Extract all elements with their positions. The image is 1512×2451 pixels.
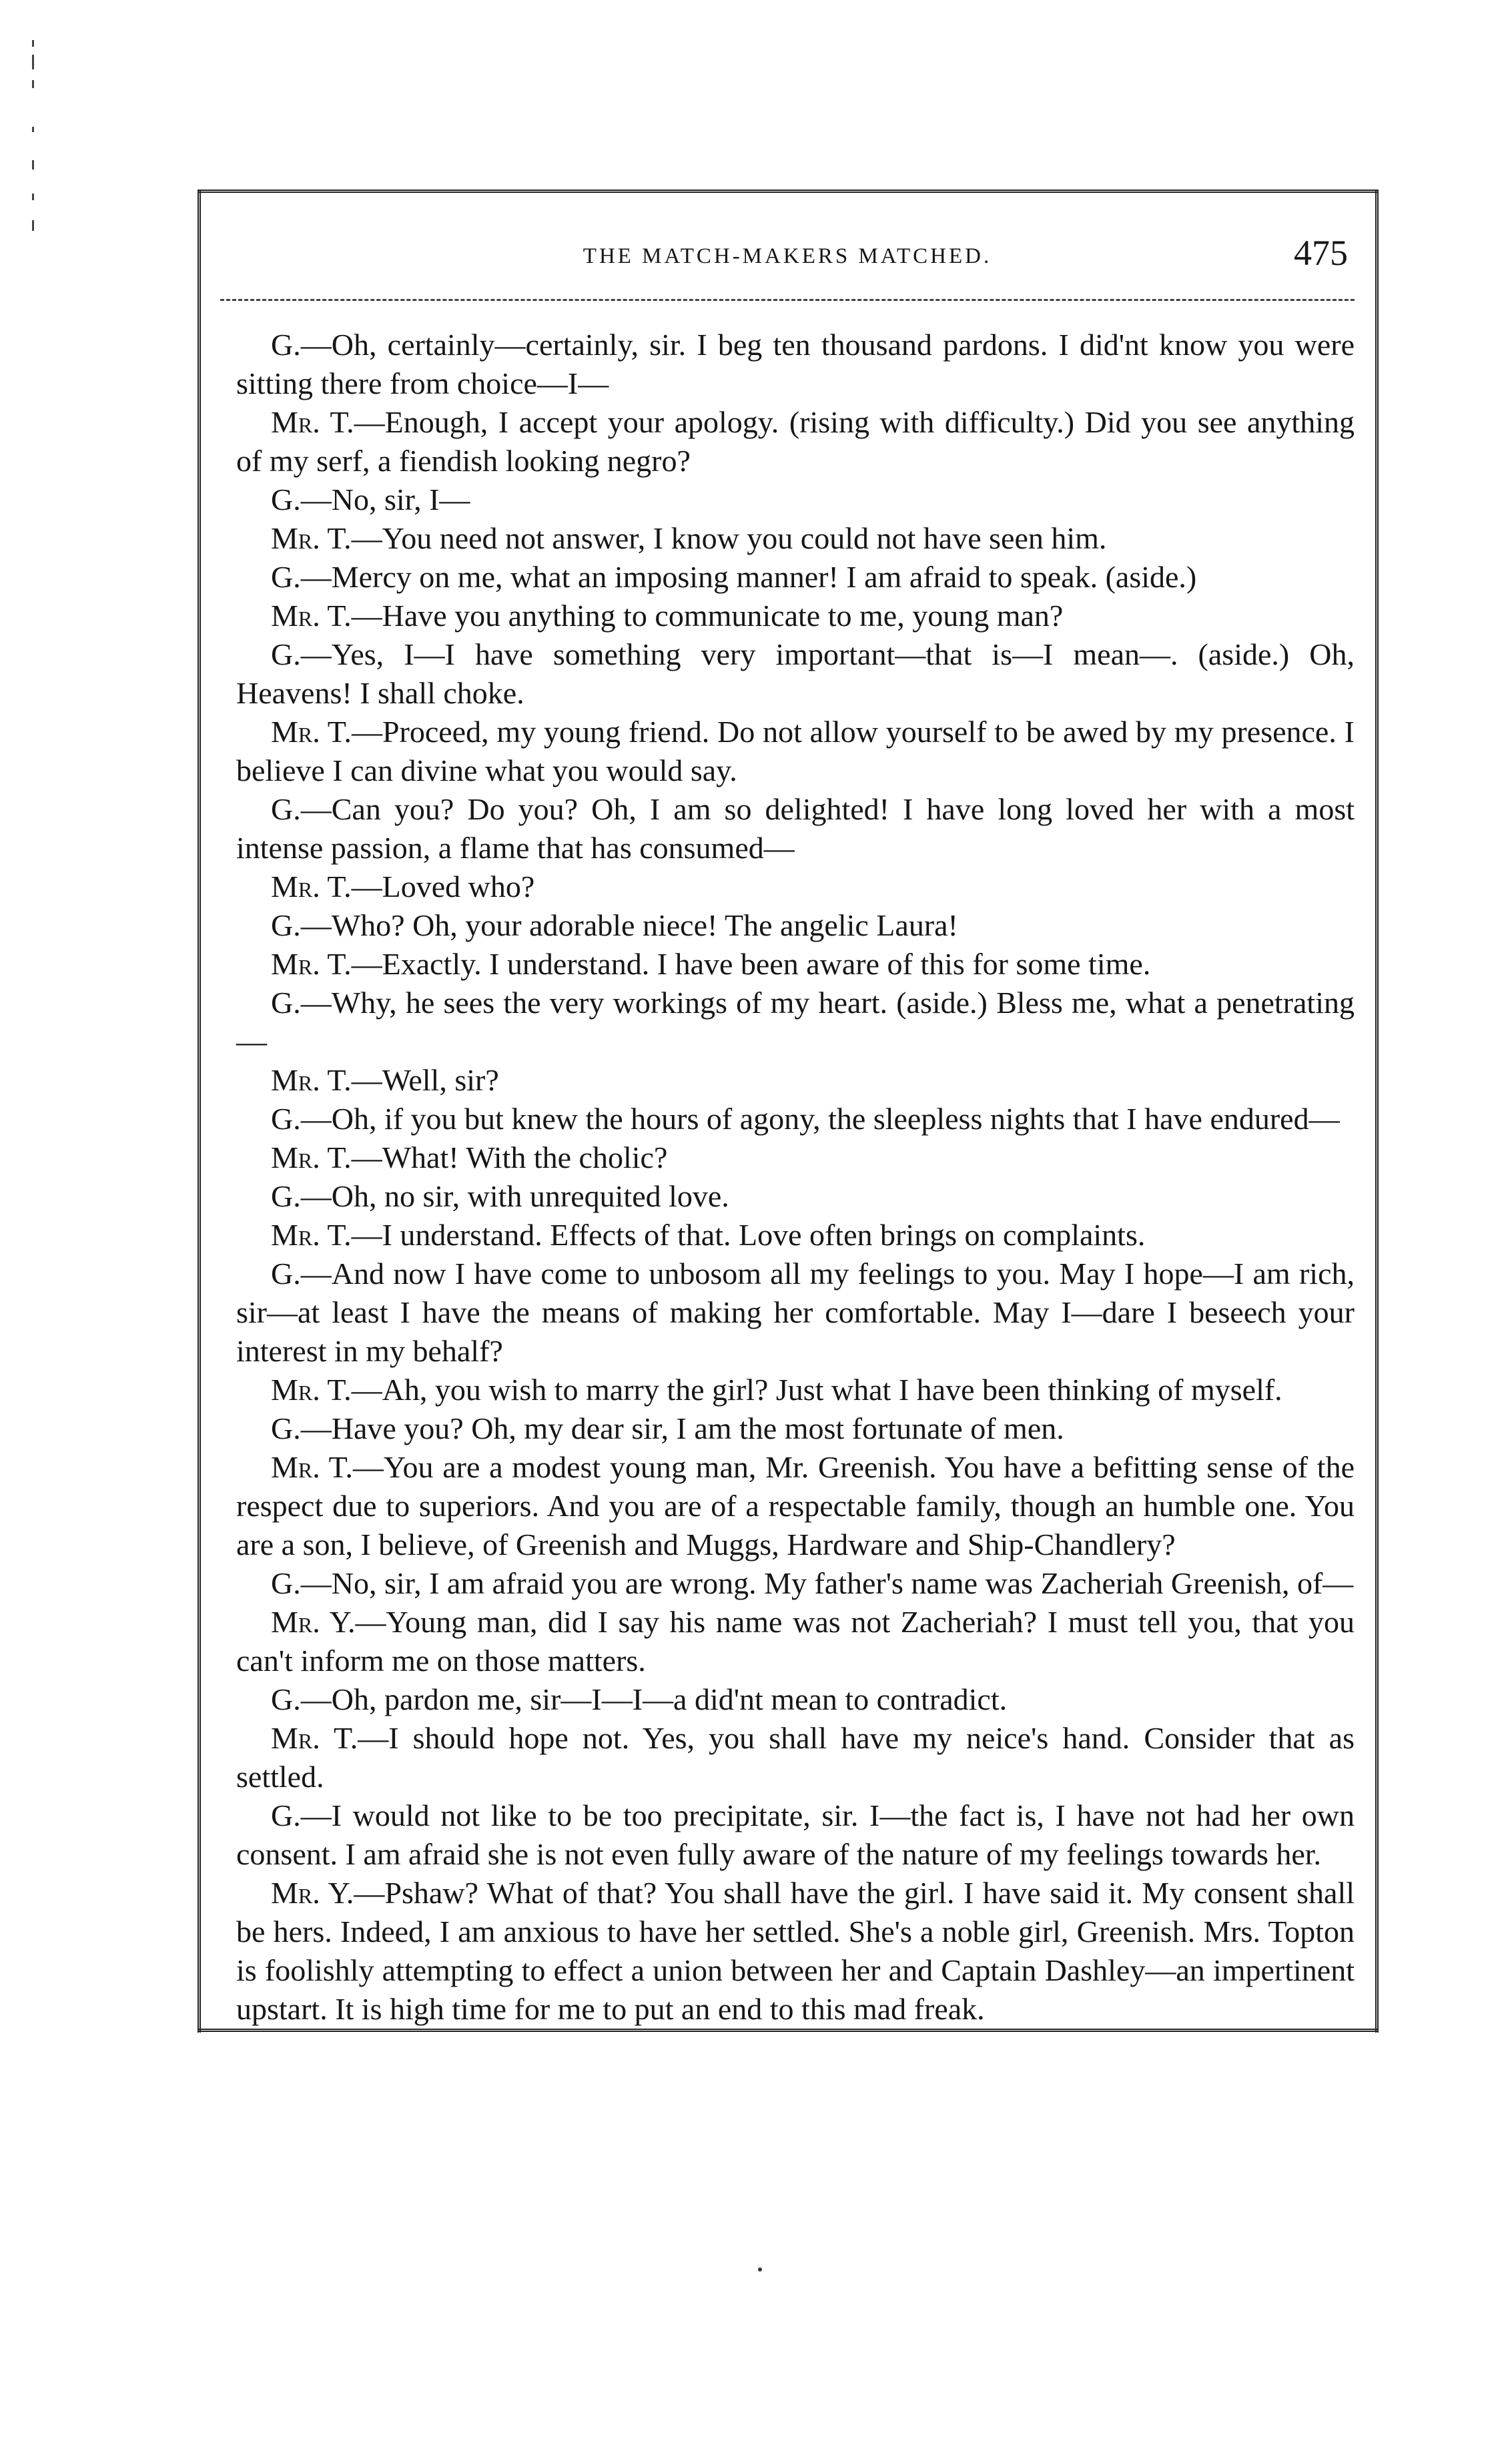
speaker-label: G.: [271, 560, 301, 594]
paragraph-text: —Oh, if you but knew the hours of agony, the sleepless nights that I have endured—: [300, 1102, 1340, 1136]
paragraph-text: —Proceed, my young friend. Do not allow yourself to be awed by my presence. I believe I can divine what you would say.: [236, 715, 1355, 787]
dialogue-paragraph: [236, 519, 1355, 558]
paragraph-text: —I understand. Effects of that. Love often brings on complaints.: [351, 1218, 1146, 1252]
speaker-label: Mr. T.: [271, 715, 352, 749]
speaker-label: Mr. T.: [271, 405, 354, 439]
paragraph-text: —Have you? Oh, my dear sir, I am the most fortunate of men.: [300, 1411, 1064, 1445]
speaker-label: Mr. T.: [271, 1140, 352, 1174]
margin-specks: [25, 40, 39, 234]
dialogue-paragraph: [236, 1371, 1355, 1409]
speaker-label: G.: [271, 1566, 301, 1600]
speaker-label: Mr. T.: [271, 1218, 352, 1252]
dialogue-paragraph: [236, 713, 1355, 790]
footer-speck: [758, 2267, 762, 2271]
paragraph-text: —No, sir, I—: [300, 482, 470, 516]
dialogue-paragraph: [236, 1100, 1355, 1138]
speaker-label: G.: [271, 328, 301, 362]
dialogue-paragraph: [236, 558, 1355, 597]
speaker-label: G.: [271, 1257, 301, 1291]
speaker-label: Mr. T.: [271, 1063, 352, 1097]
speaker-label: Mr. T.: [271, 947, 352, 981]
speaker-label: G.: [271, 1102, 301, 1136]
speaker-label: Mr. Y.: [271, 1605, 356, 1639]
paragraph-text: —Oh, certainly—certainly, sir. I beg ten thousand pardons. I did'nt know you were sitting there from choice—I—: [236, 328, 1355, 400]
paragraph-text: —Yes, I—I have something very important—that is—I mean—. (aside.) Oh, Heavens! I shall choke.: [236, 637, 1355, 710]
paragraph-text: —Young man, did I say his name was not Zacheriah? I must tell you, that you can't inform me on those matters.: [236, 1605, 1355, 1678]
speaker-label: Mr. T.: [271, 1373, 352, 1407]
dialogue-paragraph: [236, 906, 1355, 945]
paragraph-text: —Pshaw? What of that? You shall have the girl. I have said it. My consent shall be hers. Indeed, I am anxious to have her settled. She's a noble girl, Greenish. Mrs. Topton is foolishly attempting to effect a union between her and Captain Dashley—an impertinent upstart. It is high time for me to put an end to this mad freak.: [236, 1876, 1355, 2026]
paragraph-text: —Exactly. I understand. I have been aware of this for some time.: [351, 947, 1151, 981]
paragraph-text: —What! With the cholic?: [351, 1140, 668, 1174]
paragraph-text: —Mercy on me, what an imposing manner! I am afraid to speak. (aside.): [300, 560, 1197, 594]
speaker-label: G.: [271, 1798, 301, 1832]
page-header: [220, 232, 1355, 286]
speaker-label: Mr. T.: [271, 1721, 358, 1755]
paragraph-text: —Loved who?: [351, 869, 535, 904]
dialogue-paragraph: [236, 984, 1355, 1061]
paragraph-text: —Have you anything to communicate to me, young man?: [351, 599, 1064, 633]
dialogue-paragraph: [236, 403, 1355, 480]
dialogue-paragraph: [236, 1719, 1355, 1796]
header-rule: [220, 299, 1355, 301]
dialogue-paragraph: [236, 1409, 1355, 1448]
dialogue-paragraph: [236, 480, 1355, 519]
dialogue-paragraph: [236, 635, 1355, 713]
speaker-label: G.: [271, 908, 301, 942]
dialogue-paragraph: [236, 1061, 1355, 1100]
dialogue-paragraph: [236, 1216, 1355, 1255]
frame-top-rule: [198, 190, 1379, 193]
speaker-label: Mr. Y.: [271, 1876, 354, 1910]
dialogue-paragraph: [236, 1564, 1355, 1603]
paragraph-text: —Enough, I accept your apology. (rising with difficulty.) Did you see anything of my serf, a fiendish looking negro?: [236, 405, 1355, 478]
paragraph-text: —I should hope not. Yes, you shall have my neice's hand. Consider that as settled.: [236, 1721, 1355, 1794]
frame-bottom-rule: [198, 2029, 1379, 2032]
dialogue-paragraph: [236, 1448, 1355, 1564]
dialogue-paragraph: [236, 1177, 1355, 1216]
paragraph-text: —Oh, pardon me, sir—I—I—a did'nt mean to contradict.: [300, 1682, 1008, 1716]
dialogue-body: [236, 326, 1355, 2029]
paragraph-text: —Can you? Do you? Oh, I am so delighted! I have long loved her with a most intense passion, a flame that has consumed—: [236, 792, 1355, 865]
dialogue-paragraph: [236, 326, 1355, 403]
paragraph-text: —And now I have come to unbosom all my feelings to you. May I hope—I am rich, sir—at least I have the means of making her comfortable. May I—dare I beseech your interest in my behalf?: [236, 1257, 1355, 1368]
dialogue-paragraph: [236, 867, 1355, 906]
paragraph-text: —I would not like to be too precipitate, sir. I—the fact is, I have not had her own consent. I am afraid she is not even fully aware of the nature of my feelings towards her.: [236, 1798, 1355, 1871]
speaker-label: G.: [271, 637, 301, 671]
paragraph-text: —Well, sir?: [351, 1063, 499, 1097]
paragraph-text: —Who? Oh, your adorable niece! The angelic Laura!: [300, 908, 958, 942]
paragraph-text: —You need not answer, I know you could not have seen him.: [351, 521, 1107, 555]
dialogue-paragraph: [236, 1603, 1355, 1680]
speaker-label: G.: [271, 986, 301, 1020]
speaker-label: Mr. T.: [271, 869, 352, 904]
dialogue-paragraph: [236, 790, 1355, 867]
speaker-label: Mr. T.: [271, 599, 352, 633]
dialogue-paragraph: [236, 1255, 1355, 1371]
speaker-label: G.: [271, 792, 301, 826]
speaker-label: G.: [271, 1411, 301, 1445]
page-number: 475: [1294, 233, 1348, 273]
speaker-label: G.: [271, 482, 301, 516]
paragraph-text: —Ah, you wish to marry the girl? Just what I have been thinking of myself.: [351, 1373, 1282, 1407]
speaker-label: Mr. T.: [271, 521, 352, 555]
dialogue-paragraph: [236, 1138, 1355, 1177]
speaker-label: G.: [271, 1682, 301, 1716]
running-title: THE MATCH-MAKERS MATCHED.: [583, 244, 992, 268]
dialogue-paragraph: [236, 597, 1355, 635]
paragraph-text: —Why, he sees the very workings of my heart. (aside.) Bless me, what a penetrating—: [236, 986, 1355, 1058]
dialogue-paragraph: [236, 1680, 1355, 1719]
paragraph-text: —No, sir, I am afraid you are wrong. My father's name was Zacheriah Greenish, of—: [300, 1566, 1354, 1600]
paragraph-text: —You are a modest young man, Mr. Greenish. You have a befitting sense of the respect due to superiors. And you are of a respectable family, though an humble one. You are a son, I believe, of Greenish and Muggs, Hardware and Ship-Chandlery?: [236, 1450, 1355, 1561]
dialogue-paragraph: [236, 945, 1355, 984]
dialogue-paragraph: [236, 1874, 1355, 2029]
dialogue-paragraph: [236, 1796, 1355, 1874]
speaker-label: G.: [271, 1179, 301, 1213]
paragraph-text: —Oh, no sir, with unrequited love.: [300, 1179, 729, 1213]
speaker-label: Mr. T.: [271, 1450, 353, 1484]
